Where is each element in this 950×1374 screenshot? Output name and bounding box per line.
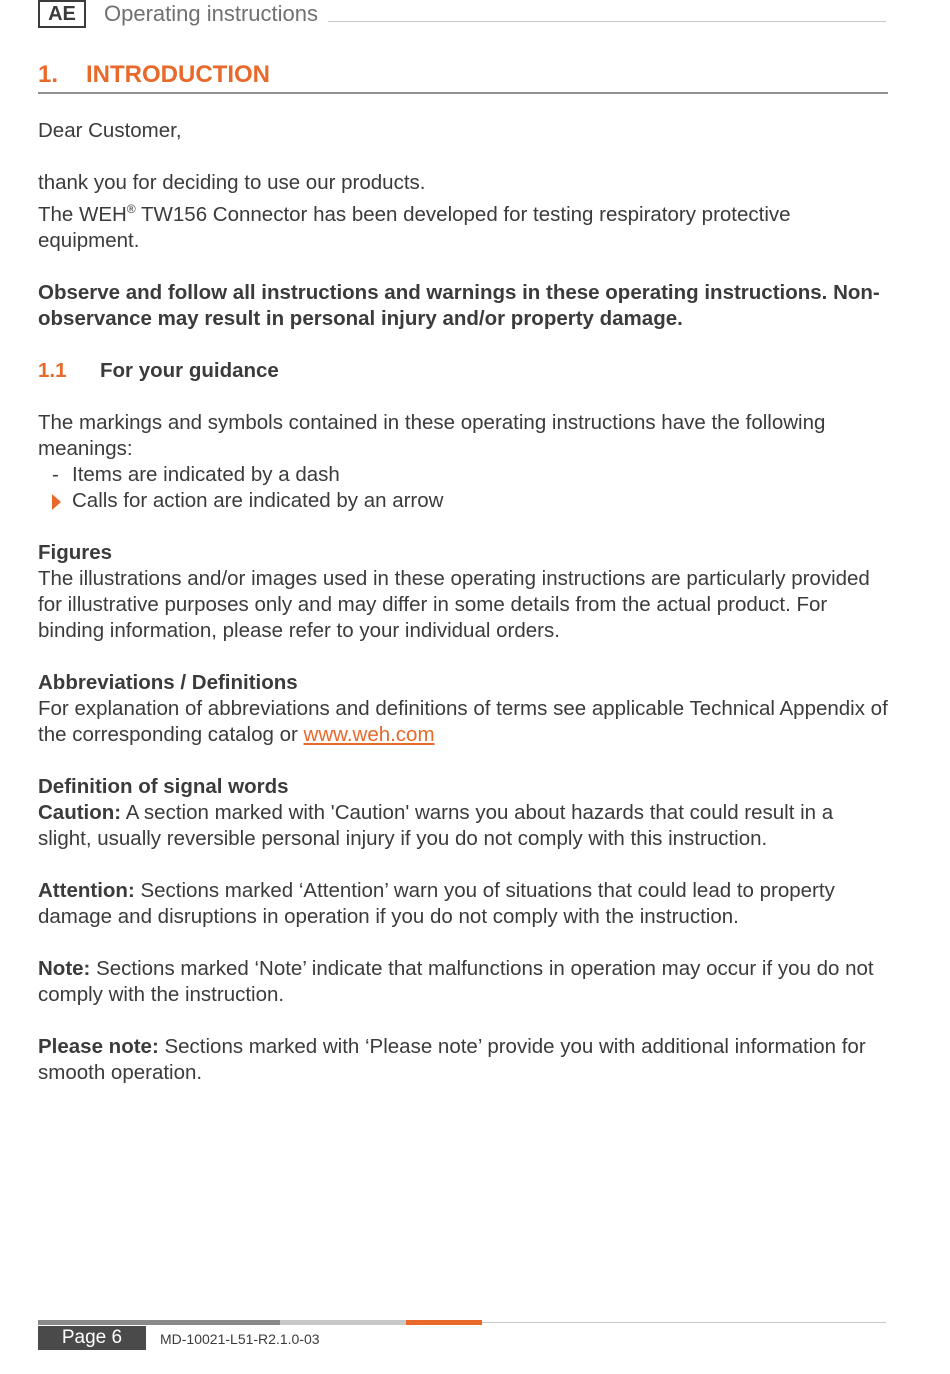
arrow-icon [52, 494, 61, 510]
note-definition [38, 956, 888, 1008]
markings-text: The markings and symbols contained in these operating instructions have the following meanings: [38, 410, 826, 460]
registered-mark: ® [126, 202, 136, 216]
caution-definition [38, 800, 888, 852]
salutation: Dear Customer, [38, 119, 182, 142]
please-note-text: Sections marked with ‘Please note’ provide you with additional information for smooth operation. [38, 1034, 866, 1084]
footer-bar-light [280, 1320, 406, 1325]
caution-label: Caution: [38, 800, 122, 824]
caution-text: A section marked with 'Caution' warns you about hazards that could result in a slight, usually reversible personal injury if you do not comply with this instruction. [38, 800, 834, 850]
footer-bar-gray [38, 1320, 280, 1325]
footer-divider [482, 1322, 886, 1323]
thanks-text: thank you for deciding to use our products. [38, 171, 426, 194]
signal-words-heading: Definition of signal words [38, 774, 289, 798]
section-heading [38, 58, 888, 94]
list-item-text: Items are indicated by a dash [72, 462, 340, 486]
section-title: INTRODUCTION [86, 61, 270, 88]
product-text-post: TW156 Connector has been developed for testing respiratory protective equipment. [38, 202, 791, 252]
figures-text: The illustrations and/or images used in these operating instructions are particularly provided for illustrative purposes only and may differ in some details from the actual product. For binding information, please refer to your individual orders. [38, 566, 870, 642]
page-number: Page 6 [38, 1326, 146, 1350]
attention-definition [38, 878, 888, 930]
header-divider [328, 21, 886, 22]
main-content [38, 58, 888, 1086]
section-number: 1. [38, 61, 59, 88]
footer-bar-accent [406, 1320, 482, 1325]
product-description [38, 196, 888, 254]
please-note-definition [38, 1034, 888, 1086]
page-footer [38, 1318, 886, 1358]
subsection-heading [38, 358, 888, 384]
attention-label: Attention: [38, 878, 135, 902]
product-text-pre: The WEH [38, 202, 127, 226]
abbreviations-body: For explanation of abbreviations and definitions of terms see applicable Technical Appendix of the corresponding catalog or [38, 696, 888, 746]
attention-text: Sections marked ‘Attention’ warn you of situations that could lead to property damage and disruptions in operation if you do not comply with the instruction. [38, 878, 835, 928]
page-header [38, 0, 886, 32]
list-item-arrow [38, 488, 888, 514]
language-code-badge: AE [38, 0, 86, 28]
abbreviations-heading: Abbreviations / Definitions [38, 670, 298, 694]
note-label: Note: [38, 956, 91, 980]
subsection-title: For your guidance [100, 358, 279, 382]
dash-marker: - [52, 462, 59, 486]
safety-warning: Observe and follow all instructions and warnings in these operating instructions. Non-observance may result in personal injury and/or property damage. [38, 280, 880, 330]
document-code: MD-10021-L51-R2.1.0-03 [160, 1331, 320, 1347]
header-title: Operating instructions [104, 1, 318, 26]
figures-heading: Figures [38, 540, 113, 564]
list-item-dash [38, 462, 888, 488]
abbreviations-text [38, 696, 888, 748]
please-note-label: Please note: [38, 1034, 159, 1058]
subsection-number: 1.1 [38, 358, 67, 382]
list-item-text: Calls for action are indicated by an arrow [72, 488, 444, 512]
weh-website-link[interactable]: www.weh.com [303, 722, 435, 746]
note-text: Sections marked ‘Note’ indicate that malfunctions in operation may occur if you do not comply with the instruction. [38, 956, 874, 1006]
